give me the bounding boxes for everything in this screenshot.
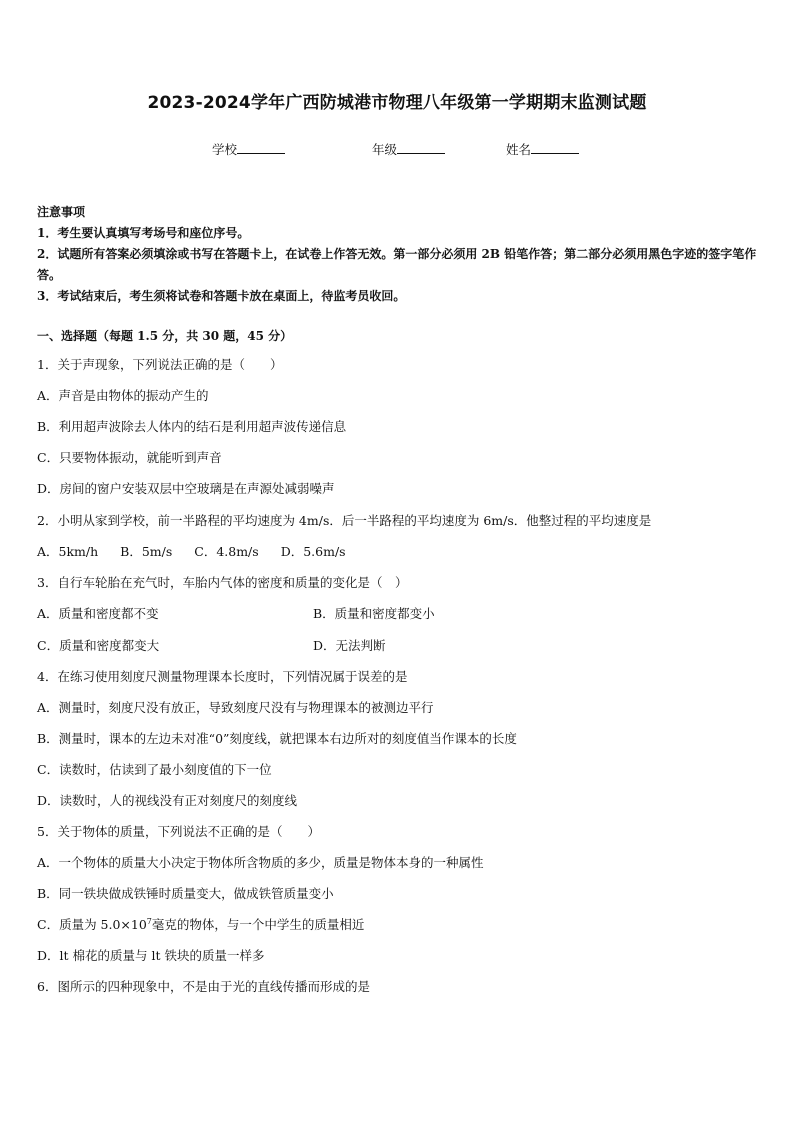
grade-field[interactable] [372, 140, 445, 158]
option-b: B．质量和密度都变小 [313, 606, 435, 621]
notes-item: 2．试题所有答案必须填涂或书写在答题卡上，在试卷上作答无效。第一部分必须用 2B 铅笔作答；第二部分必须用黑色字迹的签字笔作答。 [37, 247, 757, 282]
option-c: C．质量和密度都变大 [37, 638, 160, 653]
school-blank[interactable] [237, 141, 285, 154]
option-d: D．房间的窗户安装双层中空玻璃是在声源处减弱噪声 [37, 481, 335, 496]
option-c-prefix: C．质量为 5.0×10 [37, 917, 147, 932]
option-c-exponent: 7 [146, 916, 152, 926]
section-heading: 一、选择题（每题 1.5 分，共 30 题，45 分） [37, 329, 293, 343]
grade-label: 年级 [372, 142, 398, 157]
option-a: A．5km/h [37, 544, 99, 559]
option-c: C．只要物体振动，就能听到声音 [37, 450, 222, 465]
option-a: A．测量时，刻度尺没有放正，导致刻度尺没有与物理课本的被测边平行 [37, 700, 434, 715]
grade-blank[interactable] [397, 141, 445, 154]
name-field[interactable] [506, 140, 579, 158]
option-b: B．利用超声波除去人体内的结石是利用超声波传递信息 [37, 419, 347, 434]
option-d: D．lt 棉花的质量与 lt 铁块的质量一样多 [37, 948, 265, 963]
notes-item: 3．考试结束后，考生须将试卷和答题卡放在桌面上，待监考员收回。 [37, 289, 406, 303]
option-c: C．4.8m/s [194, 544, 259, 559]
option-a: A．一个物体的质量大小决定于物体所含物质的多少，质量是物体本身的一种属性 [37, 855, 484, 870]
option-a: A．质量和密度都不变 [37, 606, 159, 621]
question-stem: 4．在练习使用刻度尺测量物理课本长度时，下列情况属于误差的是 [37, 669, 408, 684]
name-blank[interactable] [531, 141, 579, 154]
exam-title: 2023-2024学年广西防城港市物理八年级第一学期期末监测试题 [147, 93, 647, 113]
option-d: D．无法判断 [313, 638, 386, 653]
question-stem: 6．图所示的四种现象中，不是由于光的直线传播而形成的是 [37, 979, 370, 994]
option-c [37, 915, 364, 933]
notes-heading: 注意事项 [37, 205, 86, 219]
option-row [37, 542, 364, 560]
option-b: B．5m/s [120, 544, 173, 559]
option-b: B．同一铁块做成铁锤时质量变大，做成铁管质量变小 [37, 886, 334, 901]
option-c-suffix: 毫克的物体，与一个中学生的质量相近 [151, 917, 365, 932]
option-a: A．声音是由物体的振动产生的 [37, 388, 209, 403]
school-field[interactable] [212, 140, 285, 158]
question-stem: 2．小明从家到学校，前一半路程的平均速度为 4m/s．后一半路程的平均速度为 6m/s．他整过程的平均速度是 [37, 513, 652, 528]
school-label: 学校 [212, 142, 238, 157]
option-b: B．测量时，课本的左边未对准“0”刻度线，就把课本右边所对的刻度值当作课本的长度 [37, 731, 517, 746]
name-label: 姓名 [506, 142, 532, 157]
option-c: C．读数时，估读到了最小刻度值的下一位 [37, 762, 272, 777]
option-d: D．读数时，人的视线没有正对刻度尺的刻度线 [37, 793, 298, 808]
question-stem: 1．关于声现象，下列说法正确的是（ ） [37, 357, 283, 372]
notes-block [37, 202, 761, 307]
question-stem: 5．关于物体的质量，下列说法不正确的是（ ） [37, 824, 320, 839]
question-stem: 3．自行车轮胎在充气时，车胎内气体的密度和质量的变化是（ ） [37, 575, 408, 590]
option-d: D．5.6m/s [280, 544, 346, 559]
notes-item: 1．考生要认真填写考场号和座位序号。 [37, 226, 250, 240]
